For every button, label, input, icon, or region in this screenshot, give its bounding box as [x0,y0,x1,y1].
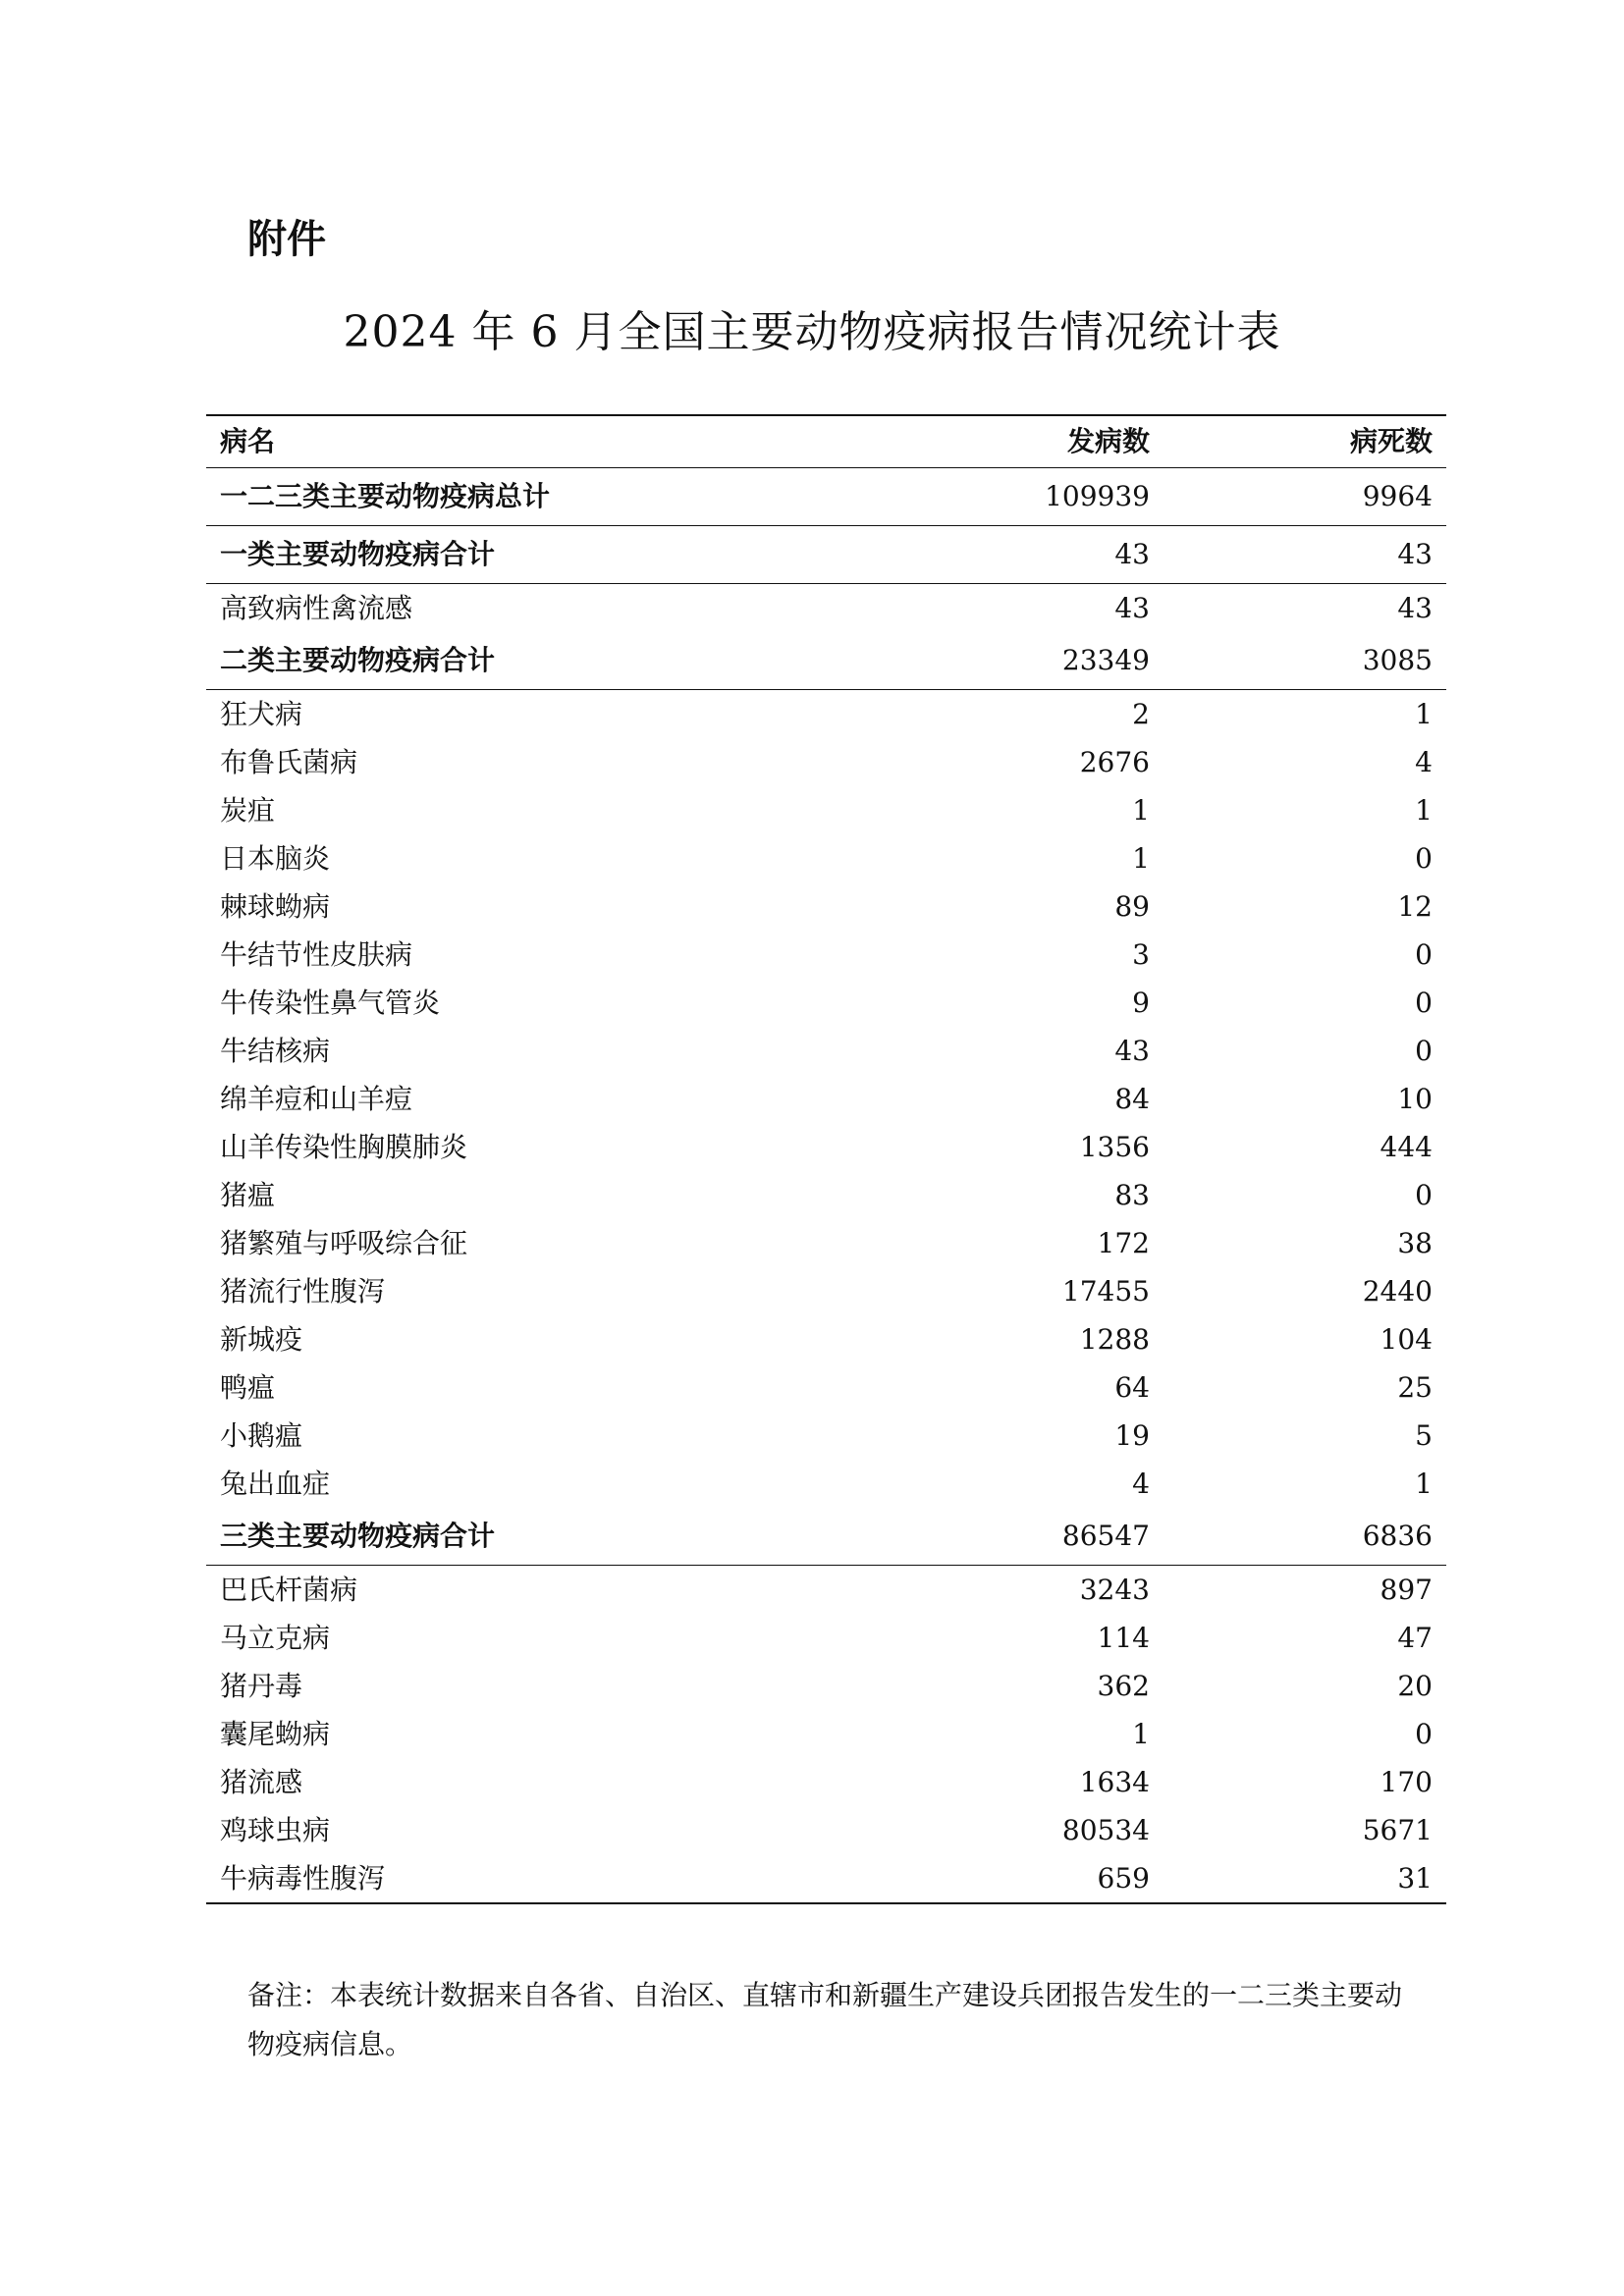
header-disease-name: 病名 [206,415,812,468]
deaths-count: 0 [1415,1035,1433,1067]
table-row [206,1412,1446,1460]
group-name: 一类主要动物疫病合计 [206,526,812,584]
disease-name: 狂犬病 [220,698,303,730]
deaths-count: 20 [1397,1670,1433,1702]
disease-name: 巴氏杆菌病 [220,1574,358,1606]
total-name: 一二三类主要动物疫病总计 [206,468,812,526]
disease-name: 高致病性禽流感 [220,592,413,624]
cases-count: 3243 [1079,1574,1150,1606]
group-cases: 86547 [812,1508,1164,1566]
group-deaths: 43 [1164,526,1446,584]
cases-count: 84 [1114,1083,1150,1115]
cases-count: 1356 [1079,1131,1150,1163]
disease-name: 鸡球虫病 [220,1814,331,1846]
header-cases: 发病数 [812,415,1164,468]
group-cases: 23349 [812,632,1164,690]
deaths-count: 38 [1397,1227,1433,1259]
deaths-count: 43 [1397,592,1433,624]
total-deaths: 9964 [1164,468,1446,526]
table-row [206,1027,1446,1075]
group-name: 二类主要动物疫病合计 [206,632,812,690]
table-row [206,1267,1446,1315]
cases-count: 659 [812,1854,1164,1903]
page-title: 2024 年 6 月全国主要动物疫病报告情况统计表 [343,307,1281,357]
disease-name: 牛传染性鼻气管炎 [220,987,441,1019]
cases-count: 2676 [1079,746,1150,778]
disease-name: 兔出血症 [220,1468,331,1500]
disease-name: 日本脑炎 [220,842,331,875]
table-row [206,1566,1446,1615]
disease-name: 小鹅瘟 [220,1419,303,1452]
disease-name: 牛结节性皮肤病 [220,938,413,971]
group-subtotal-row [206,526,1446,584]
disease-name: 猪繁殖与呼吸综合征 [220,1227,468,1259]
disease-name: 牛病毒性腹泻 [206,1854,812,1903]
group-deaths: 6836 [1164,1508,1446,1566]
deaths-count: 4 [1415,746,1433,778]
disease-name: 猪流感 [220,1766,303,1798]
disease-name: 马立克病 [220,1622,331,1654]
deaths-count: 12 [1397,890,1433,923]
cases-count: 19 [1114,1419,1150,1452]
cases-count: 43 [1114,1035,1150,1067]
cases-count: 1634 [1079,1766,1150,1798]
table-row [206,931,1446,979]
header-deaths: 病死数 [1164,415,1446,468]
cases-count: 80534 [1061,1814,1150,1846]
disease-name: 新城疫 [220,1323,303,1356]
disease-name: 布鲁氏菌病 [220,746,358,778]
total-cases: 109939 [812,468,1164,526]
cases-count: 17455 [1061,1275,1150,1308]
disease-name: 猪流行性腹泻 [220,1275,386,1308]
deaths-count: 0 [1415,987,1433,1019]
group-cases: 43 [812,526,1164,584]
cases-count: 3 [1132,938,1150,971]
deaths-count: 5671 [1362,1814,1433,1846]
table-row [206,1614,1446,1662]
disease-name: 牛结核病 [220,1035,331,1067]
table-row [206,1662,1446,1710]
cases-count: 2 [1132,698,1150,730]
deaths-count: 25 [1397,1371,1433,1404]
deaths-count: 5 [1415,1419,1433,1452]
deaths-count: 2440 [1362,1275,1433,1308]
deaths-count: 0 [1415,1179,1433,1211]
group-subtotal-row [206,1508,1446,1566]
cases-count: 4 [1132,1468,1150,1500]
footnote: 备注：本表统计数据来自各省、自治区、直辖市和新疆生产建设兵团报告发生的一二三类主要动物疫病信息。 [247,1979,1403,2060]
deaths-count: 0 [1415,1718,1433,1750]
disease-name: 炭疽 [220,794,276,827]
cases-count: 114 [1097,1622,1150,1654]
deaths-count: 1 [1415,1468,1433,1500]
deaths-count: 1 [1415,794,1433,827]
deaths-count: 47 [1397,1622,1433,1654]
group-name: 三类主要动物疫病合计 [206,1508,812,1566]
table-body [206,468,1446,1904]
cases-count: 1288 [1079,1323,1150,1356]
cases-count: 43 [1114,592,1150,624]
cases-count: 64 [1114,1371,1150,1404]
cases-count: 1 [1132,794,1150,827]
deaths-count: 0 [1415,938,1433,971]
table-row [206,882,1446,931]
disease-name: 绵羊痘和山羊痘 [220,1083,413,1115]
disease-statistics-table [206,414,1446,1904]
deaths-count: 31 [1164,1854,1446,1903]
deaths-count: 0 [1415,842,1433,875]
cases-count: 89 [1114,890,1150,923]
disease-name: 棘球蚴病 [220,890,331,923]
table-row [206,1171,1446,1219]
deaths-count: 10 [1397,1083,1433,1115]
table-row [206,1806,1446,1854]
table-row [206,690,1446,739]
cases-count: 83 [1114,1179,1150,1211]
table-row [206,1710,1446,1758]
disease-name: 囊尾蚴病 [220,1718,331,1750]
table-row [206,1363,1446,1412]
table-row [206,1219,1446,1267]
table-row [206,1460,1446,1508]
cases-count: 1 [1132,1718,1150,1750]
table-row [206,979,1446,1027]
deaths-count: 444 [1380,1131,1433,1163]
table-row [206,786,1446,834]
table-header-row [206,415,1446,468]
deaths-count: 104 [1380,1323,1433,1356]
table-row [206,834,1446,882]
deaths-count: 1 [1415,698,1433,730]
disease-name: 猪丹毒 [220,1670,303,1702]
deaths-count: 897 [1380,1574,1433,1606]
disease-name: 猪瘟 [220,1179,276,1211]
table-row [206,1854,1446,1903]
group-deaths: 3085 [1164,632,1446,690]
disease-name: 鸭瘟 [220,1371,276,1404]
group-subtotal-row [206,632,1446,690]
table-row [206,1075,1446,1123]
cases-count: 1 [1132,842,1150,875]
cases-count: 172 [1097,1227,1150,1259]
deaths-count: 170 [1380,1766,1433,1798]
total-row [206,468,1446,526]
cases-count: 9 [1132,987,1150,1019]
table-row [206,1315,1446,1363]
cases-count: 362 [1097,1670,1150,1702]
table-row [206,1123,1446,1171]
attachment-label: 附件 [247,217,326,262]
disease-name: 山羊传染性胸膜肺炎 [220,1131,468,1163]
table-row [206,584,1446,633]
table-row [206,1758,1446,1806]
table-row [206,738,1446,786]
